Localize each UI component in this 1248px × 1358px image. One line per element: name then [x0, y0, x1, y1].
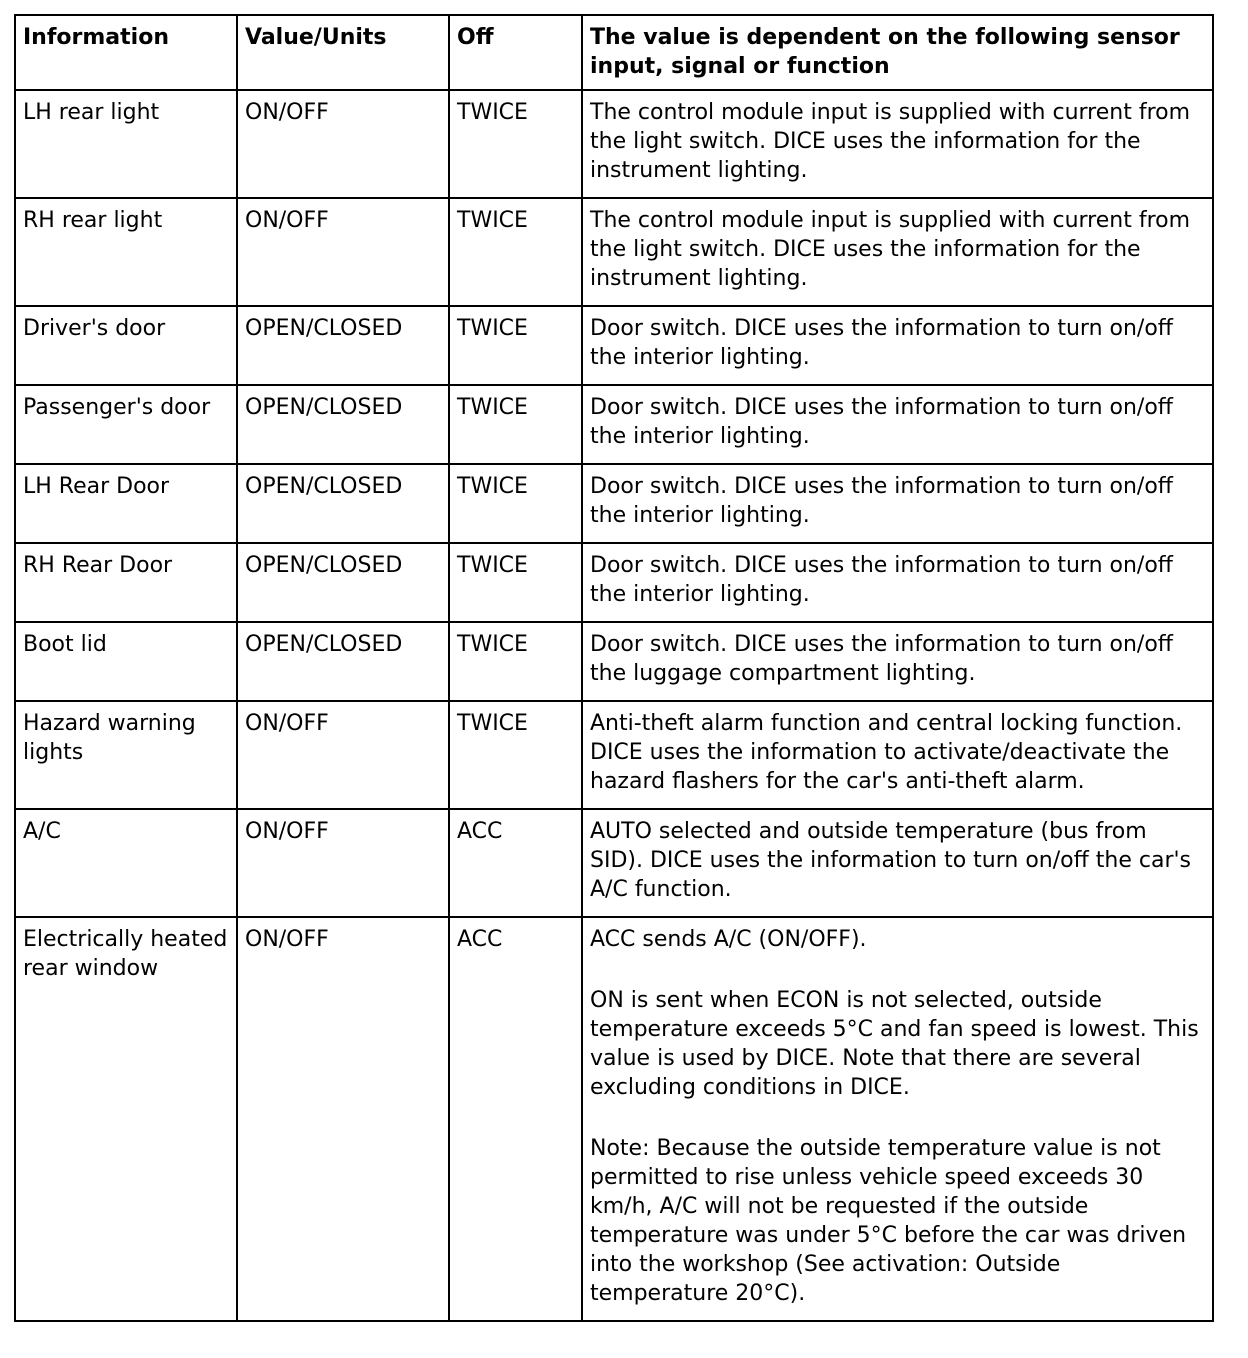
header-off: Off: [449, 15, 582, 90]
cell-dependency: [582, 917, 1213, 1321]
dependency-paragraph: Door switch. DICE uses the information to turn on/off the interior lighting.: [590, 474, 1173, 528]
dependency-paragraph: ACC sends A/C (ON/OFF).: [590, 927, 867, 952]
cell-off: TWICE: [449, 90, 582, 198]
cell-off: TWICE: [449, 198, 582, 306]
cell-dependency: [582, 385, 1213, 464]
cell-off: ACC: [449, 809, 582, 917]
cell-dependency: [582, 809, 1213, 917]
dependency-paragraph: The control module input is supplied with current from the light switch. DICE uses the information for the instrument lighting.: [590, 208, 1191, 291]
cell-dependency: [582, 306, 1213, 385]
info-table: [14, 14, 1214, 1322]
cell-value-units: OPEN/CLOSED: [237, 543, 449, 622]
cell-value-units: OPEN/CLOSED: [237, 385, 449, 464]
dependency-note: Note: Because the outside temperature value is not permitted to rise unless vehicle speed exceeds 30 km/h, A/C will not be requested if the outside temperature was under 5°C before the car was driven into the workshop (See activation: Outside temperature 20°C).: [590, 1136, 1187, 1306]
cell-off: TWICE: [449, 464, 582, 543]
cell-information: RH rear light: [15, 198, 237, 306]
dependency-paragraph: Door switch. DICE uses the information to turn on/off the luggage compartment lighting.: [590, 632, 1173, 686]
cell-off: TWICE: [449, 701, 582, 809]
cell-value-units: ON/OFF: [237, 90, 449, 198]
cell-dependency: [582, 90, 1213, 198]
table-row: [15, 543, 1213, 622]
header-dependency: The value is dependent on the following sensor input, signal or function: [582, 15, 1213, 90]
header-information: Information: [15, 15, 237, 90]
table-row: [15, 198, 1213, 306]
cell-off: TWICE: [449, 385, 582, 464]
table-row: [15, 809, 1213, 917]
table-row: [15, 701, 1213, 809]
cell-value-units: OPEN/CLOSED: [237, 622, 449, 701]
table-row: [15, 385, 1213, 464]
cell-information: Boot lid: [15, 622, 237, 701]
cell-dependency: [582, 701, 1213, 809]
table-row: [15, 464, 1213, 543]
cell-information: A/C: [15, 809, 237, 917]
cell-information: RH Rear Door: [15, 543, 237, 622]
table-row: [15, 306, 1213, 385]
table-row: [15, 90, 1213, 198]
cell-value-units: ON/OFF: [237, 809, 449, 917]
dependency-paragraph: Anti-theft alarm function and central locking function. DICE uses the information to activate/deactivate the hazard flashers for the car's anti-theft alarm.: [590, 711, 1183, 794]
cell-dependency: [582, 198, 1213, 306]
cell-dependency: [582, 464, 1213, 543]
cell-value-units: ON/OFF: [237, 917, 449, 1321]
cell-off: TWICE: [449, 622, 582, 701]
table-row: [15, 622, 1213, 701]
cell-information: Driver's door: [15, 306, 237, 385]
cell-value-units: ON/OFF: [237, 198, 449, 306]
dependency-paragraph: Door switch. DICE uses the information to turn on/off the interior lighting.: [590, 316, 1173, 370]
table-row: [15, 917, 1213, 1321]
cell-information: LH Rear Door: [15, 464, 237, 543]
cell-information: Hazard warning lights: [15, 701, 237, 809]
table-header-row: [15, 15, 1213, 90]
cell-information: Passenger's door: [15, 385, 237, 464]
header-value-units: Value/Units: [237, 15, 449, 90]
cell-off: ACC: [449, 917, 582, 1321]
cell-dependency: [582, 543, 1213, 622]
dependency-paragraph: The control module input is supplied with current from the light switch. DICE uses the information for the instrument lighting.: [590, 100, 1191, 183]
cell-off: TWICE: [449, 543, 582, 622]
cell-information: Electrically heated rear window: [15, 917, 237, 1321]
dependency-paragraph: AUTO selected and outside temperature (bus from SID). DICE uses the information to turn on/off the car's A/C function.: [590, 819, 1192, 902]
cell-information: LH rear light: [15, 90, 237, 198]
dependency-paragraph: Door switch. DICE uses the information to turn on/off the interior lighting.: [590, 395, 1173, 449]
cell-value-units: OPEN/CLOSED: [237, 306, 449, 385]
cell-off: TWICE: [449, 306, 582, 385]
dependency-paragraph: ON is sent when ECON is not selected, outside temperature exceeds 5°C and fan speed is lowest. This value is used by DICE. Note that there are several excluding conditions in DICE.: [590, 988, 1199, 1100]
cell-value-units: OPEN/CLOSED: [237, 464, 449, 543]
dependency-paragraph: Door switch. DICE uses the information to turn on/off the interior lighting.: [590, 553, 1173, 607]
cell-dependency: [582, 622, 1213, 701]
cell-value-units: ON/OFF: [237, 701, 449, 809]
